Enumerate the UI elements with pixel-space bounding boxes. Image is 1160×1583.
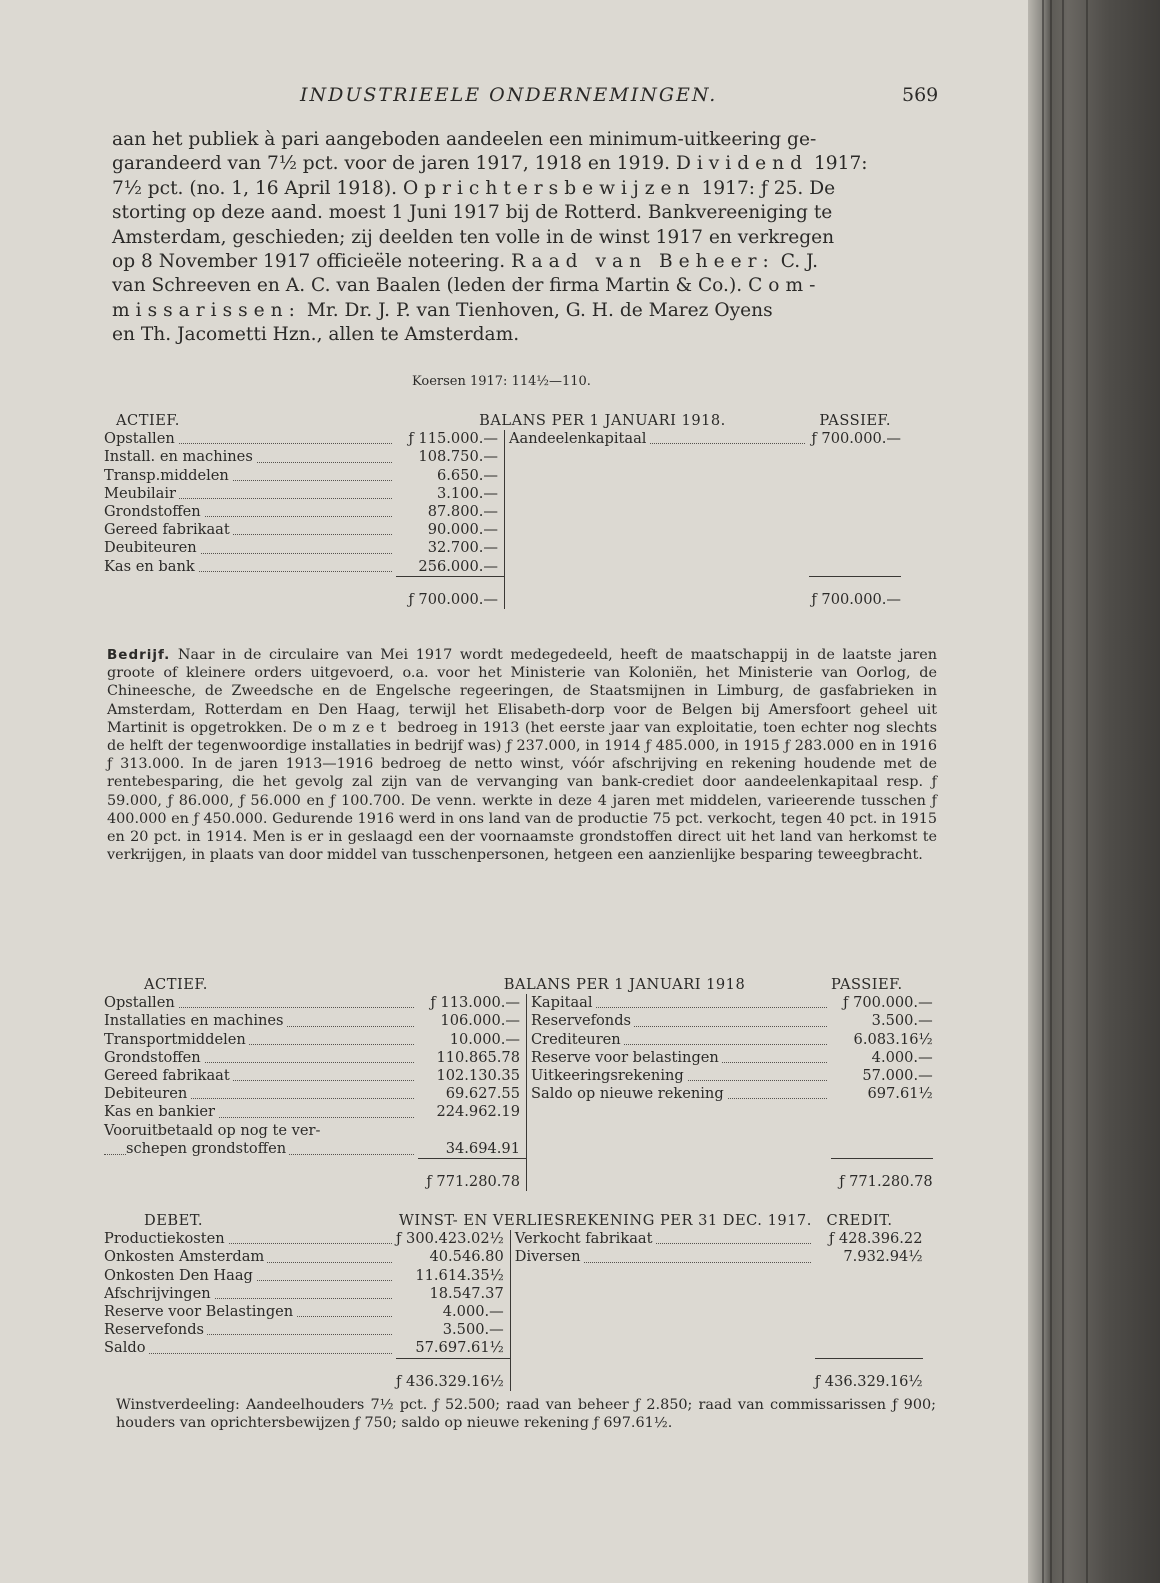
- text-line: storting op deze aand. moest 1 Juni 1917 bij de Rotterd. Bankvereeniging te: [112, 202, 833, 224]
- table-row: schepen grondstoffen 34.694.91: [104, 1140, 933, 1159]
- balance-sheet-2: [104, 976, 933, 1191]
- table-row: Grondstoffen 87.800.—: [104, 503, 901, 521]
- winstverdeeling-paragraph: Winstverdeeling: Aandeelhouders 7½ pct. ƒ 52.500; raad van beheer ƒ 2.850; raad van commissarissen ƒ 900; houders van oprichtersbewijzen ƒ 750; saldo op nieuwe rekening ƒ 697.61½.: [116, 1397, 936, 1432]
- total-row: ƒ 436.329.16½ ƒ 436.329.16½: [104, 1358, 923, 1391]
- balance-title: BALANS PER 1 JANUARI 1918: [503, 976, 746, 993]
- text-line: Amsterdam, geschieden; zij deelden ten volle in de winst 1917 en verkregen: [112, 226, 835, 248]
- credit-heading: CREDIT.: [826, 1212, 893, 1229]
- bedrijf-paragraph: Bedrijf. Naar in de circulaire van Mei 1917 wordt medegedeeld, heeft de maatschappij in de laatste jaren groote of kleinere orders uitgevoerd, o.a. voor het Ministerie van Koloniën, het Ministerie van Oorlog, de Chineesche, de Zweedsche en de Engelsche regeeringen, de Staatsmijnen in Limburg, de gasfabrieken in Amsterdam, Rotterdam en Den Haag, terwijl het Elisabeth-dorp voor de Belgen bij Amersfoort geheel uit Martinit is opgetrokken. De omzet bedroeg in 1913 (het eerste jaar van exploitatie, toen echter nog slechts de helft der tegenwoordige installaties in bedrijf was) ƒ 237.000, in 1914 ƒ 485.000, in 1915 ƒ 283.000 en in 1916 ƒ 313.000. In de jaren 1913—1916 bedroeg de netto winst, vóór afschrijving en rekening houdende met de rentebesparing, die het gevolg zal zijn van de vervanging van bank-crediet door aandeelenkapitaal resp. ƒ 59.000, ƒ 86.000, ƒ 56.000 en ƒ 100.700. De venn. werkte in deze 4 jaren met middelen, varieerende tusschen ƒ 400.000 en ƒ 450.000. Gedurende 1916 werd in ons land van de productie 75 pct. verkocht, tegen 40 pct. in 1915 en 20 pct. in 1914. Men is er in geslaagd een der voornaamste grondstoffen direct uit het land van herkomst te verkrijgen, in plaats van door middel van tusschenpersonen, hetgeen een aanzienlijke besparing teweegbracht.: [107, 647, 937, 864]
- book-edge: [1028, 0, 1160, 1583]
- table-row: Opstallen ƒ 115.000.— Aandeelenkapitaal ƒ 700.000.—: [104, 430, 901, 448]
- table-row: Gereed fabrikaat 90.000.—: [104, 521, 901, 539]
- debet-heading: DEBET.: [144, 1212, 203, 1229]
- text-line: 7½ pct. (no. 1, 16 April 1918). Oprichtersbewijzen 1917: ƒ 25. De: [112, 177, 836, 199]
- table-row: Reserve voor Belastingen 4.000.—: [104, 1303, 923, 1321]
- actief-heading: ACTIEF.: [144, 976, 208, 993]
- profit-loss-account: [104, 1212, 923, 1391]
- text-line: garandeerd van 7½ pct. voor de jaren 1917, 1918 en 1919. Dividend 1917:: [112, 153, 868, 175]
- table-row: Install. en machines 108.750.—: [104, 448, 901, 466]
- table-row: Gereed fabrikaat 102.130.35 Uitkeeringsrekening 57.000.—: [104, 1067, 933, 1085]
- text-line: op 8 November 1917 officieële noteering. Raad van Beheer: C. J.: [112, 251, 818, 273]
- table-row: Opstallen ƒ 113.000.— Kapitaal ƒ 700.000.—: [104, 994, 933, 1012]
- table-row: Saldo 57.697.61½: [104, 1339, 923, 1358]
- table-row: Meubilair 3.100.—: [104, 485, 901, 503]
- text-line: en Th. Jacometti Hzn., allen te Amsterdam.: [112, 324, 520, 346]
- table-row: Grondstoffen 110.865.78 Reserve voor belastingen 4.000.—: [104, 1048, 933, 1066]
- table-row: Debiteuren 69.627.55 Saldo op nieuwe rekening 697.61½: [104, 1085, 933, 1103]
- table-row: Productiekosten ƒ 300.423.02½ Verkocht fabrikaat ƒ 428.396.22: [104, 1230, 923, 1248]
- text-line: aan het publiek à pari aangeboden aandeelen een minimum-uitkeering ge-: [112, 129, 817, 150]
- table-row: Onkosten Den Haag 11.614.35½: [104, 1267, 923, 1285]
- balance-sheet-1: [104, 412, 901, 609]
- table-row: Reservefonds 3.500.—: [104, 1321, 923, 1339]
- account-title: WINST- EN VERLIESREKENING PER 31 DEC. 1917.: [398, 1212, 812, 1229]
- table-row: Afschrijvingen 18.547.37: [104, 1285, 923, 1303]
- passief-heading: PASSIEF.: [831, 976, 903, 993]
- passief-heading: PASSIEF.: [819, 412, 891, 429]
- total-row: ƒ 700.000.— ƒ 700.000.—: [104, 576, 901, 609]
- table-row: Deubiteuren 32.700.—: [104, 539, 901, 557]
- table-row: Onkosten Amsterdam 40.546.80 Diversen 7.932.94½: [104, 1248, 923, 1266]
- table-row: Transportmiddelen 10.000.— Crediteuren 6.083.16½: [104, 1030, 933, 1048]
- table-row: Kas en bank 256.000.—: [104, 558, 901, 577]
- table-row: Installaties en machines 106.000.— Reservefonds 3.500.—: [104, 1012, 933, 1030]
- text-line: missarissen: Mr. Dr. J. P. van Tienhoven, G. H. de Marez Oyens: [112, 299, 773, 321]
- koersen-line: Koersen 1917: 114½—110.: [412, 374, 591, 389]
- table-row: Vooruitbetaald op nog te ver-: [104, 1122, 933, 1140]
- running-head: INDUSTRIEELE ONDERNEMINGEN.: [300, 84, 718, 106]
- intro-paragraph: [112, 128, 937, 348]
- balance-title: BALANS PER 1 JANUARI 1918.: [479, 412, 726, 429]
- actief-heading: ACTIEF.: [116, 412, 180, 429]
- page-header: [0, 84, 1042, 110]
- page-number: 569: [902, 84, 939, 106]
- text-line: van Schreeven en A. C. van Baalen (leden der firma Martin & Co.). Com-: [112, 275, 822, 297]
- total-row: ƒ 771.280.78 ƒ 771.280.78: [104, 1159, 933, 1192]
- table-row: Transp.middelen 6.650.—: [104, 467, 901, 485]
- table-row: Kas en bankier 224.962.19: [104, 1103, 933, 1121]
